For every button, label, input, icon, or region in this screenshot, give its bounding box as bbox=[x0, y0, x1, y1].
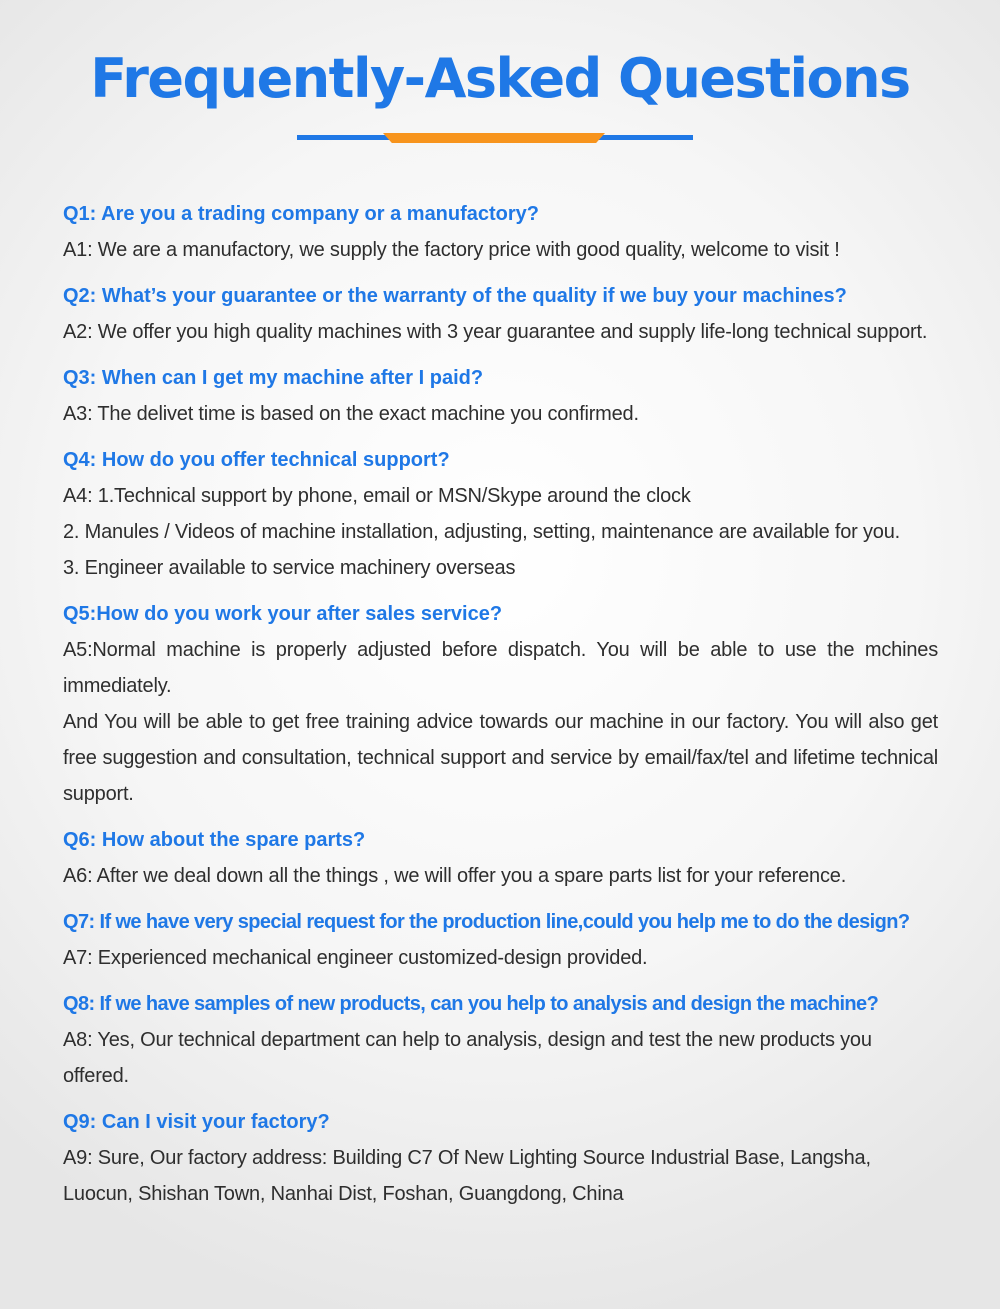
faq-item-7 bbox=[63, 904, 938, 976]
faq-item-2 bbox=[63, 278, 938, 350]
title-divider bbox=[297, 133, 693, 145]
faq-answer: A7: Experienced mechanical engineer customized-design provided. bbox=[63, 947, 648, 969]
faq-answer: A4: 1.Technical support by phone, email or MSN/Skype around the clock bbox=[63, 485, 691, 507]
faq-question: Q4: How do you offer technical support? bbox=[63, 449, 450, 471]
faq-question: Q1: Are you a trading company or a manufactory? bbox=[63, 203, 540, 225]
faq-answer: A8: Yes, Our technical department can help to analysis, design and test the new products you offered. bbox=[63, 1029, 872, 1087]
faq-answer: A1: We are a manufactory, we supply the factory price with good quality, welcome to visit ! bbox=[63, 239, 840, 261]
faq-item-6 bbox=[63, 822, 938, 894]
divider-orange-accent bbox=[383, 133, 605, 143]
faq-item-4 bbox=[63, 442, 938, 586]
faq-item-3 bbox=[63, 360, 938, 432]
faq-answer: A3: The delivet time is based on the exact machine you confirmed. bbox=[63, 403, 639, 425]
faq-answer: 3. Engineer available to service machinery overseas bbox=[63, 557, 516, 579]
faq-list bbox=[63, 196, 938, 1222]
faq-answer: A5:Normal machine is properly adjusted before dispatch. You will be able to use the mchines immediately. bbox=[63, 639, 938, 697]
faq-question: Q3: When can I get my machine after I paid? bbox=[63, 367, 484, 389]
faq-answer: A9: Sure, Our factory address: Building C7 Of New Lighting Source Industrial Base, Langsha, Luocun, Shishan Town, Nanhai Dist, Foshan, Guangdong, China bbox=[63, 1147, 871, 1205]
faq-answer: And You will be able to get free training advice towards our machine in our factory. You will also get free suggestion and consultation, technical support and service by email/fax/tel and lifetime technical support. bbox=[63, 711, 938, 805]
faq-question: Q8: If we have samples of new products, can you help to analysis and design the machine? bbox=[63, 993, 879, 1015]
faq-question: Q9: Can I visit your factory? bbox=[63, 1111, 330, 1133]
page-title: Frequently-Asked Questions bbox=[90, 47, 910, 110]
faq-question: Q7: If we have very special request for the production line,could you help me to do the design? bbox=[63, 911, 910, 933]
faq-question: Q2: What’s your guarantee or the warranty of the quality if we buy your machines? bbox=[63, 285, 847, 307]
faq-item-9 bbox=[63, 1104, 938, 1212]
faq-item-1 bbox=[63, 196, 938, 268]
faq-answer: A2: We offer you high quality machines with 3 year guarantee and supply life-long technical support. bbox=[63, 321, 928, 343]
faq-question: Q6: How about the spare parts? bbox=[63, 829, 366, 851]
faq-answer: 2. Manules / Videos of machine installation, adjusting, setting, maintenance are available for you. bbox=[63, 521, 901, 543]
faq-answer: A6: After we deal down all the things , we will offer you a spare parts list for your reference. bbox=[63, 865, 847, 887]
faq-question: Q5:How do you work your after sales service? bbox=[63, 603, 503, 625]
faq-item-5 bbox=[63, 596, 938, 812]
faq-item-8 bbox=[63, 986, 938, 1094]
